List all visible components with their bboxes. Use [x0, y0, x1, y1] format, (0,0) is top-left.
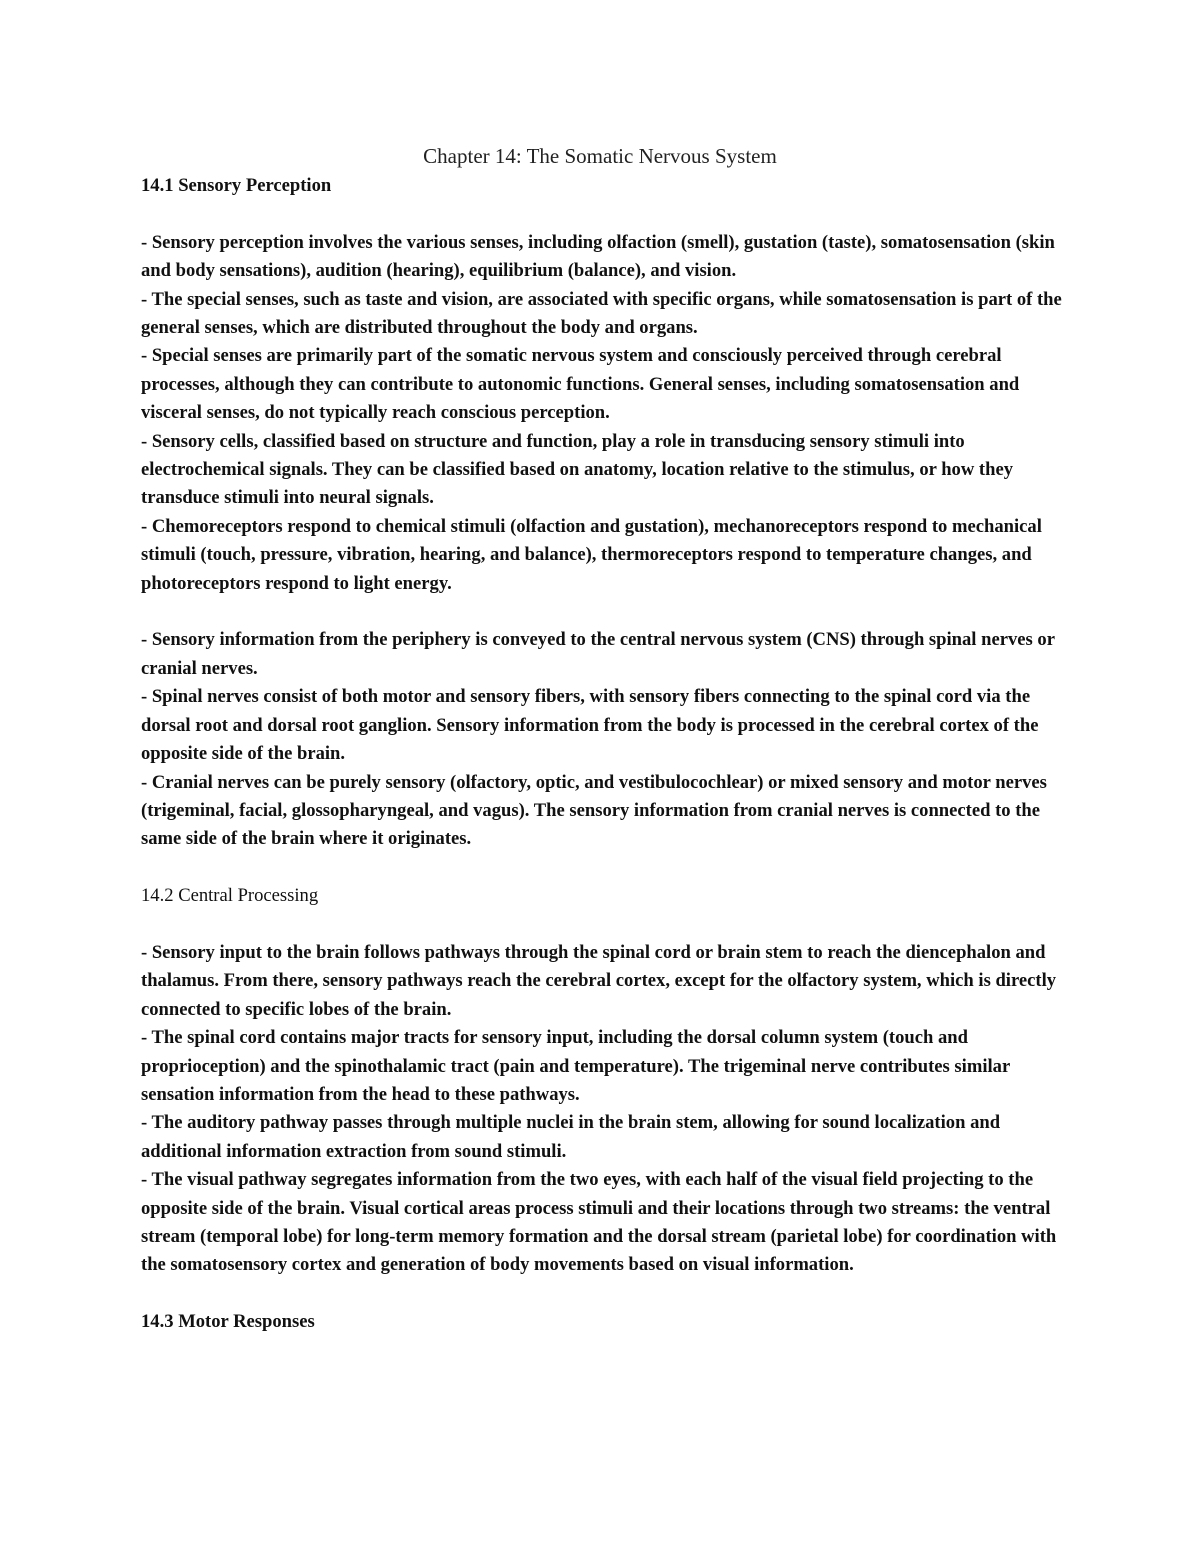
paragraph-sensory-perception-senses: - Sensory perception involves the various senses, including olfaction (smell), gustation (taste), somatosensation (skin and body sensations), audition (hearing), equilibrium (balance), and vision.	[141, 231, 1055, 282]
paragraph-cranial-nerves: - Cranial nerves can be purely sensory (olfactory, optic, and vestibulocochlear) or mixed sensory and motor nerves (trigeminal, facial, glossopharyngeal, and vagus). The sensory information from cranial nerves is connected to the same side of the brain where it originates.	[141, 771, 1047, 850]
blank-line	[141, 911, 1066, 939]
paragraph-receptor-types: - Chemoreceptors respond to chemical stimuli (olfaction and gustation), mechanoreceptors respond to mechanical stimuli (touch, pressure, vibration, hearing, and balance), thermoreceptors respond to temperature changes, and photoreceptors respond to light energy.	[141, 515, 1042, 594]
paragraph-periphery-to-cns: - Sensory information from the periphery is conveyed to the central nervous system (CNS) through spinal nerves or cranial nerves.	[141, 629, 1055, 679]
chapter-title: Chapter 14: The Somatic Nervous System	[423, 144, 777, 168]
document-body	[141, 172, 1066, 1337]
paragraph-sensory-input-pathways: - Sensory input to the brain follows pathways through the spinal cord or brain stem to reach the diencephalon and thalamus. From there, sensory pathways reach the cerebral cortex, except for the olfactory system, which is directly connected to specific lobes of the brain.	[141, 941, 1057, 1020]
blank-line	[141, 854, 1066, 882]
paragraph-spinal-cord-tracts: - The spinal cord contains major tracts for sensory input, including the dorsal column system (touch and proprioception) and the spinothalamic tract (pain and temperature). The trigeminal nerve contributes similar sensation information from the head to these pathways.	[141, 1027, 1010, 1105]
paragraph-visual-pathway: - The visual pathway segregates information from the two eyes, with each half of the visual field projecting to the opposite side of the brain. Visual cortical areas process stimuli and their locations through two streams: the ventral stream (temporal lobe) for long-term memory formation and the dorsal stream (parietal lobe) for coordination with the somatosensory cortex and generation of body movements based on visual information.	[141, 1169, 1057, 1276]
paragraph-special-senses-somatic: - Special senses are primarily part of the somatic nervous system and consciously perceived through cerebral processes, although they can contribute to autonomic functions. General senses, including somatosensation and visceral senses, do not typically reach conscious perception.	[141, 345, 1020, 424]
section-heading-14-2: 14.2 Central Processing	[141, 885, 319, 907]
paragraph-spinal-nerves: - Spinal nerves consist of both motor and sensory fibers, with sensory fibers connecting to the spinal cord via the dorsal root and dorsal root ganglion. Sensory information from the body is processed in the cerebral cortex of the opposite side of the brain.	[141, 686, 1039, 765]
blank-line	[141, 598, 1066, 626]
blank-line	[141, 200, 1066, 228]
paragraph-sensory-cells: - Sensory cells, classified based on structure and function, play a role in transducing sensory stimuli into electrochemical signals. They can be classified based on anatomy, location relative to the stimulus, or how they transduce stimuli into neural signals.	[141, 430, 1013, 509]
section-heading-14-1: 14.1 Sensory Perception	[141, 175, 332, 196]
paragraph-special-senses-organs: - The special senses, such as taste and vision, are associated with specific organs, while somatosensation is part of the general senses, which are distributed throughout the body and organs.	[141, 288, 1062, 339]
blank-line	[141, 1280, 1066, 1308]
section-heading-14-3: 14.3 Motor Responses	[141, 1311, 315, 1333]
paragraph-auditory-pathway: - The auditory pathway passes through multiple nuclei in the brain stem, allowing for sound localization and additional information extraction from sound stimuli.	[141, 1112, 1001, 1162]
